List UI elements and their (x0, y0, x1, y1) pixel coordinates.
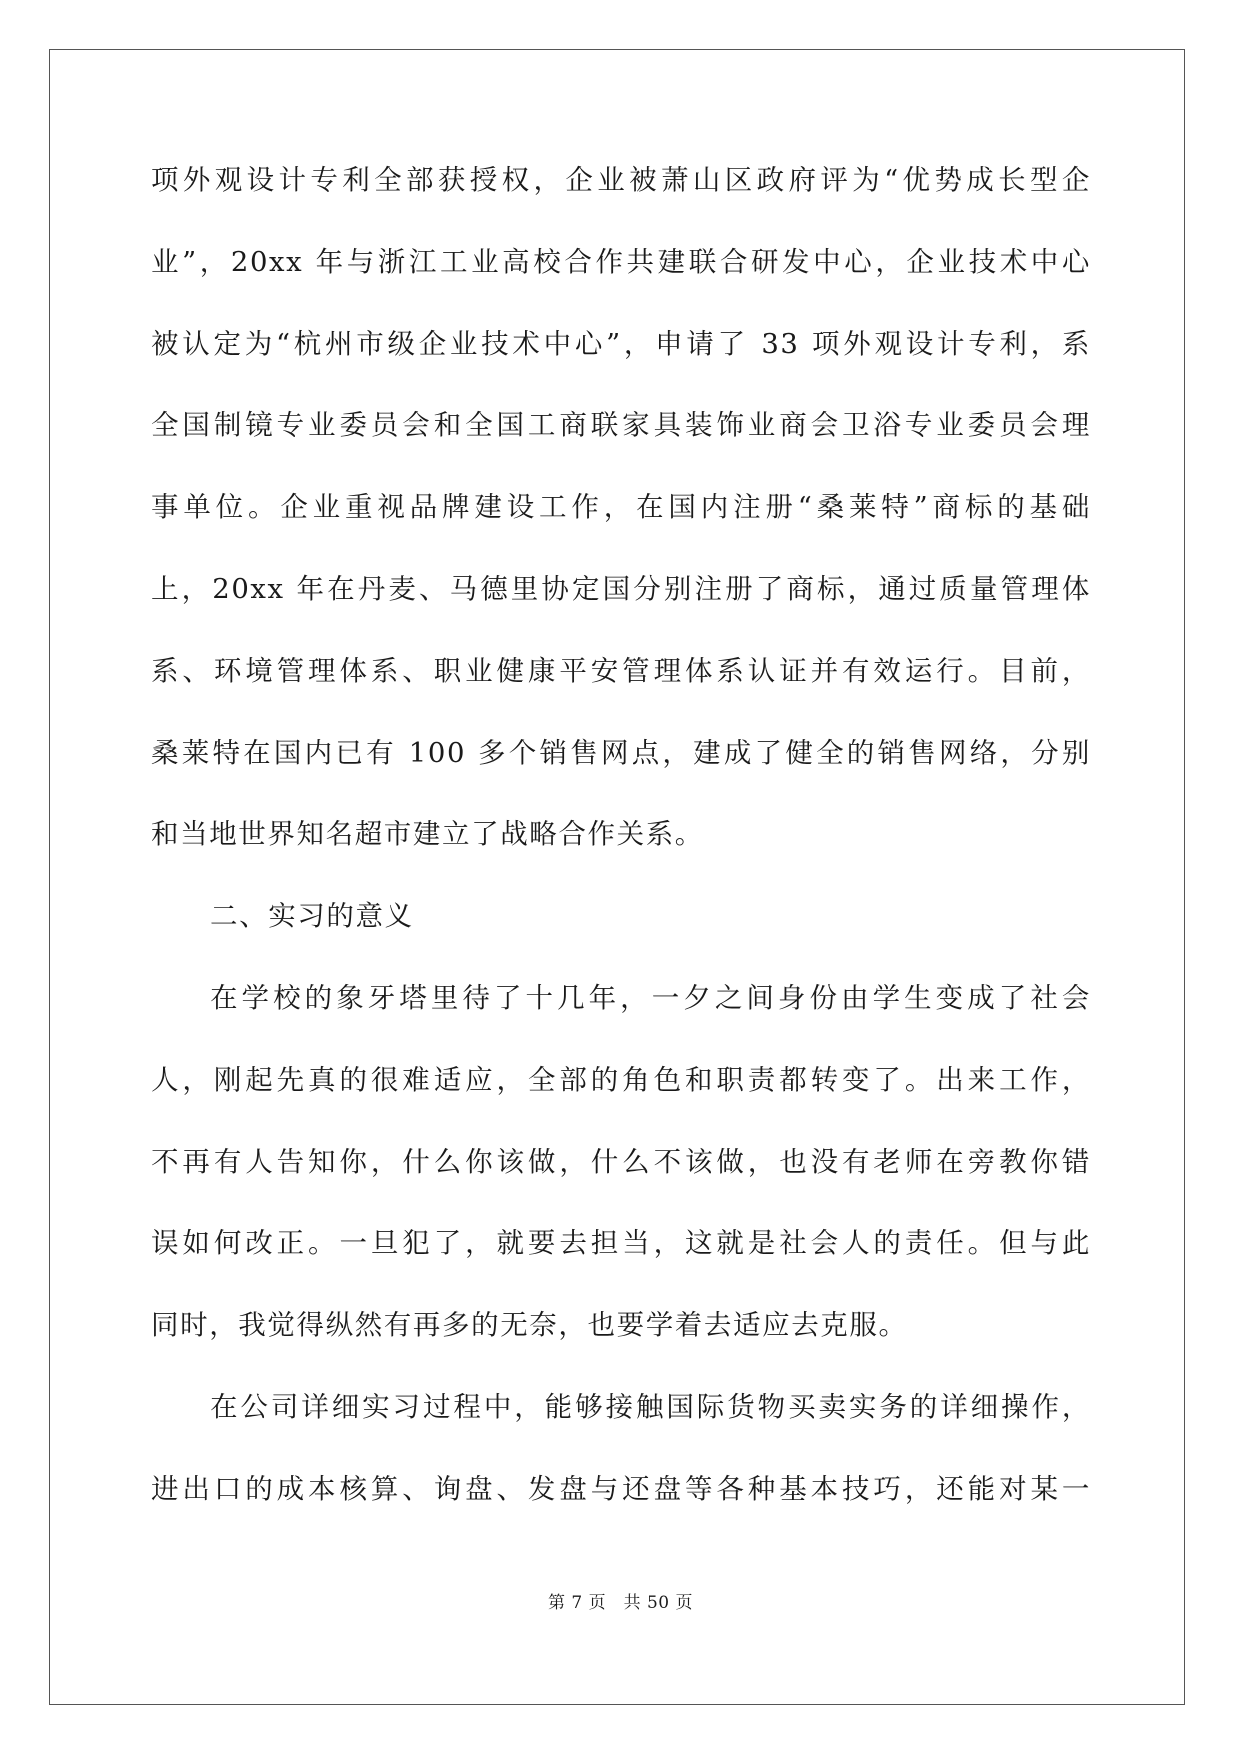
page-number: 第 7 页 共 50 页 (547, 1593, 694, 1613)
text-line: 人，刚起先真的很难适应，全部的角色和职责都转变了。出来工作， (151, 1063, 1091, 1096)
text-line: 进出口的成本核算、询盘、发盘与还盘等各种基本技巧，还能对某一 (151, 1472, 1091, 1505)
text-line: 项外观设计专利全部获授权，企业被萧山区政府评为“优势成长型企 (151, 164, 1091, 196)
text-line: 在公司详细实习过程中，能够接触国际货物买卖实务的详细操作， (210, 1390, 1091, 1423)
text-line: 误如何改正。一旦犯了，就要去担当，这就是社会人的责任。但与此 (151, 1227, 1091, 1260)
text-line: 被认定为“杭州市级企业技术中心”，申请了 33 项外观设计专利，系 (151, 327, 1091, 360)
text-line: 在学校的象牙塔里待了十几年，一夕之间身份由学生变成了社会 (210, 981, 1091, 1014)
text-line: 全国制镜专业委员会和全国工商联家具装饰业商会卫浴专业委员会理 (151, 409, 1091, 442)
text-line: 和当地世界知名超市建立了战略合作关系。 (151, 818, 704, 851)
text-line: 桑莱特在国内已有 100 多个销售网点，建成了健全的销售网络，分别 (151, 736, 1091, 769)
text-line: 上，20xx 年在丹麦、马德里协定国分别注册了商标，通过质量管理体 (151, 572, 1091, 605)
section-heading: 二、实习的意义 (210, 900, 414, 933)
text-line: 不再有人告知你，什么你该做，什么不该做，也没有老师在旁教你错 (151, 1145, 1091, 1178)
text-line: 同时，我觉得纵然有再多的无奈，也要学着去适应去克服。 (151, 1309, 908, 1342)
text-line: 业”，20xx 年与浙江工业高校合作共建联合研发中心，企业技术中心 (151, 245, 1091, 278)
text-line: 事单位。企业重视品牌建设工作，在国内注册“桑莱特”商标的基础 (151, 491, 1091, 524)
document-body (151, 160, 1091, 1551)
text-line: 系、环境管理体系、职业健康平安管理体系认证并有效运行。目前， (151, 654, 1091, 687)
